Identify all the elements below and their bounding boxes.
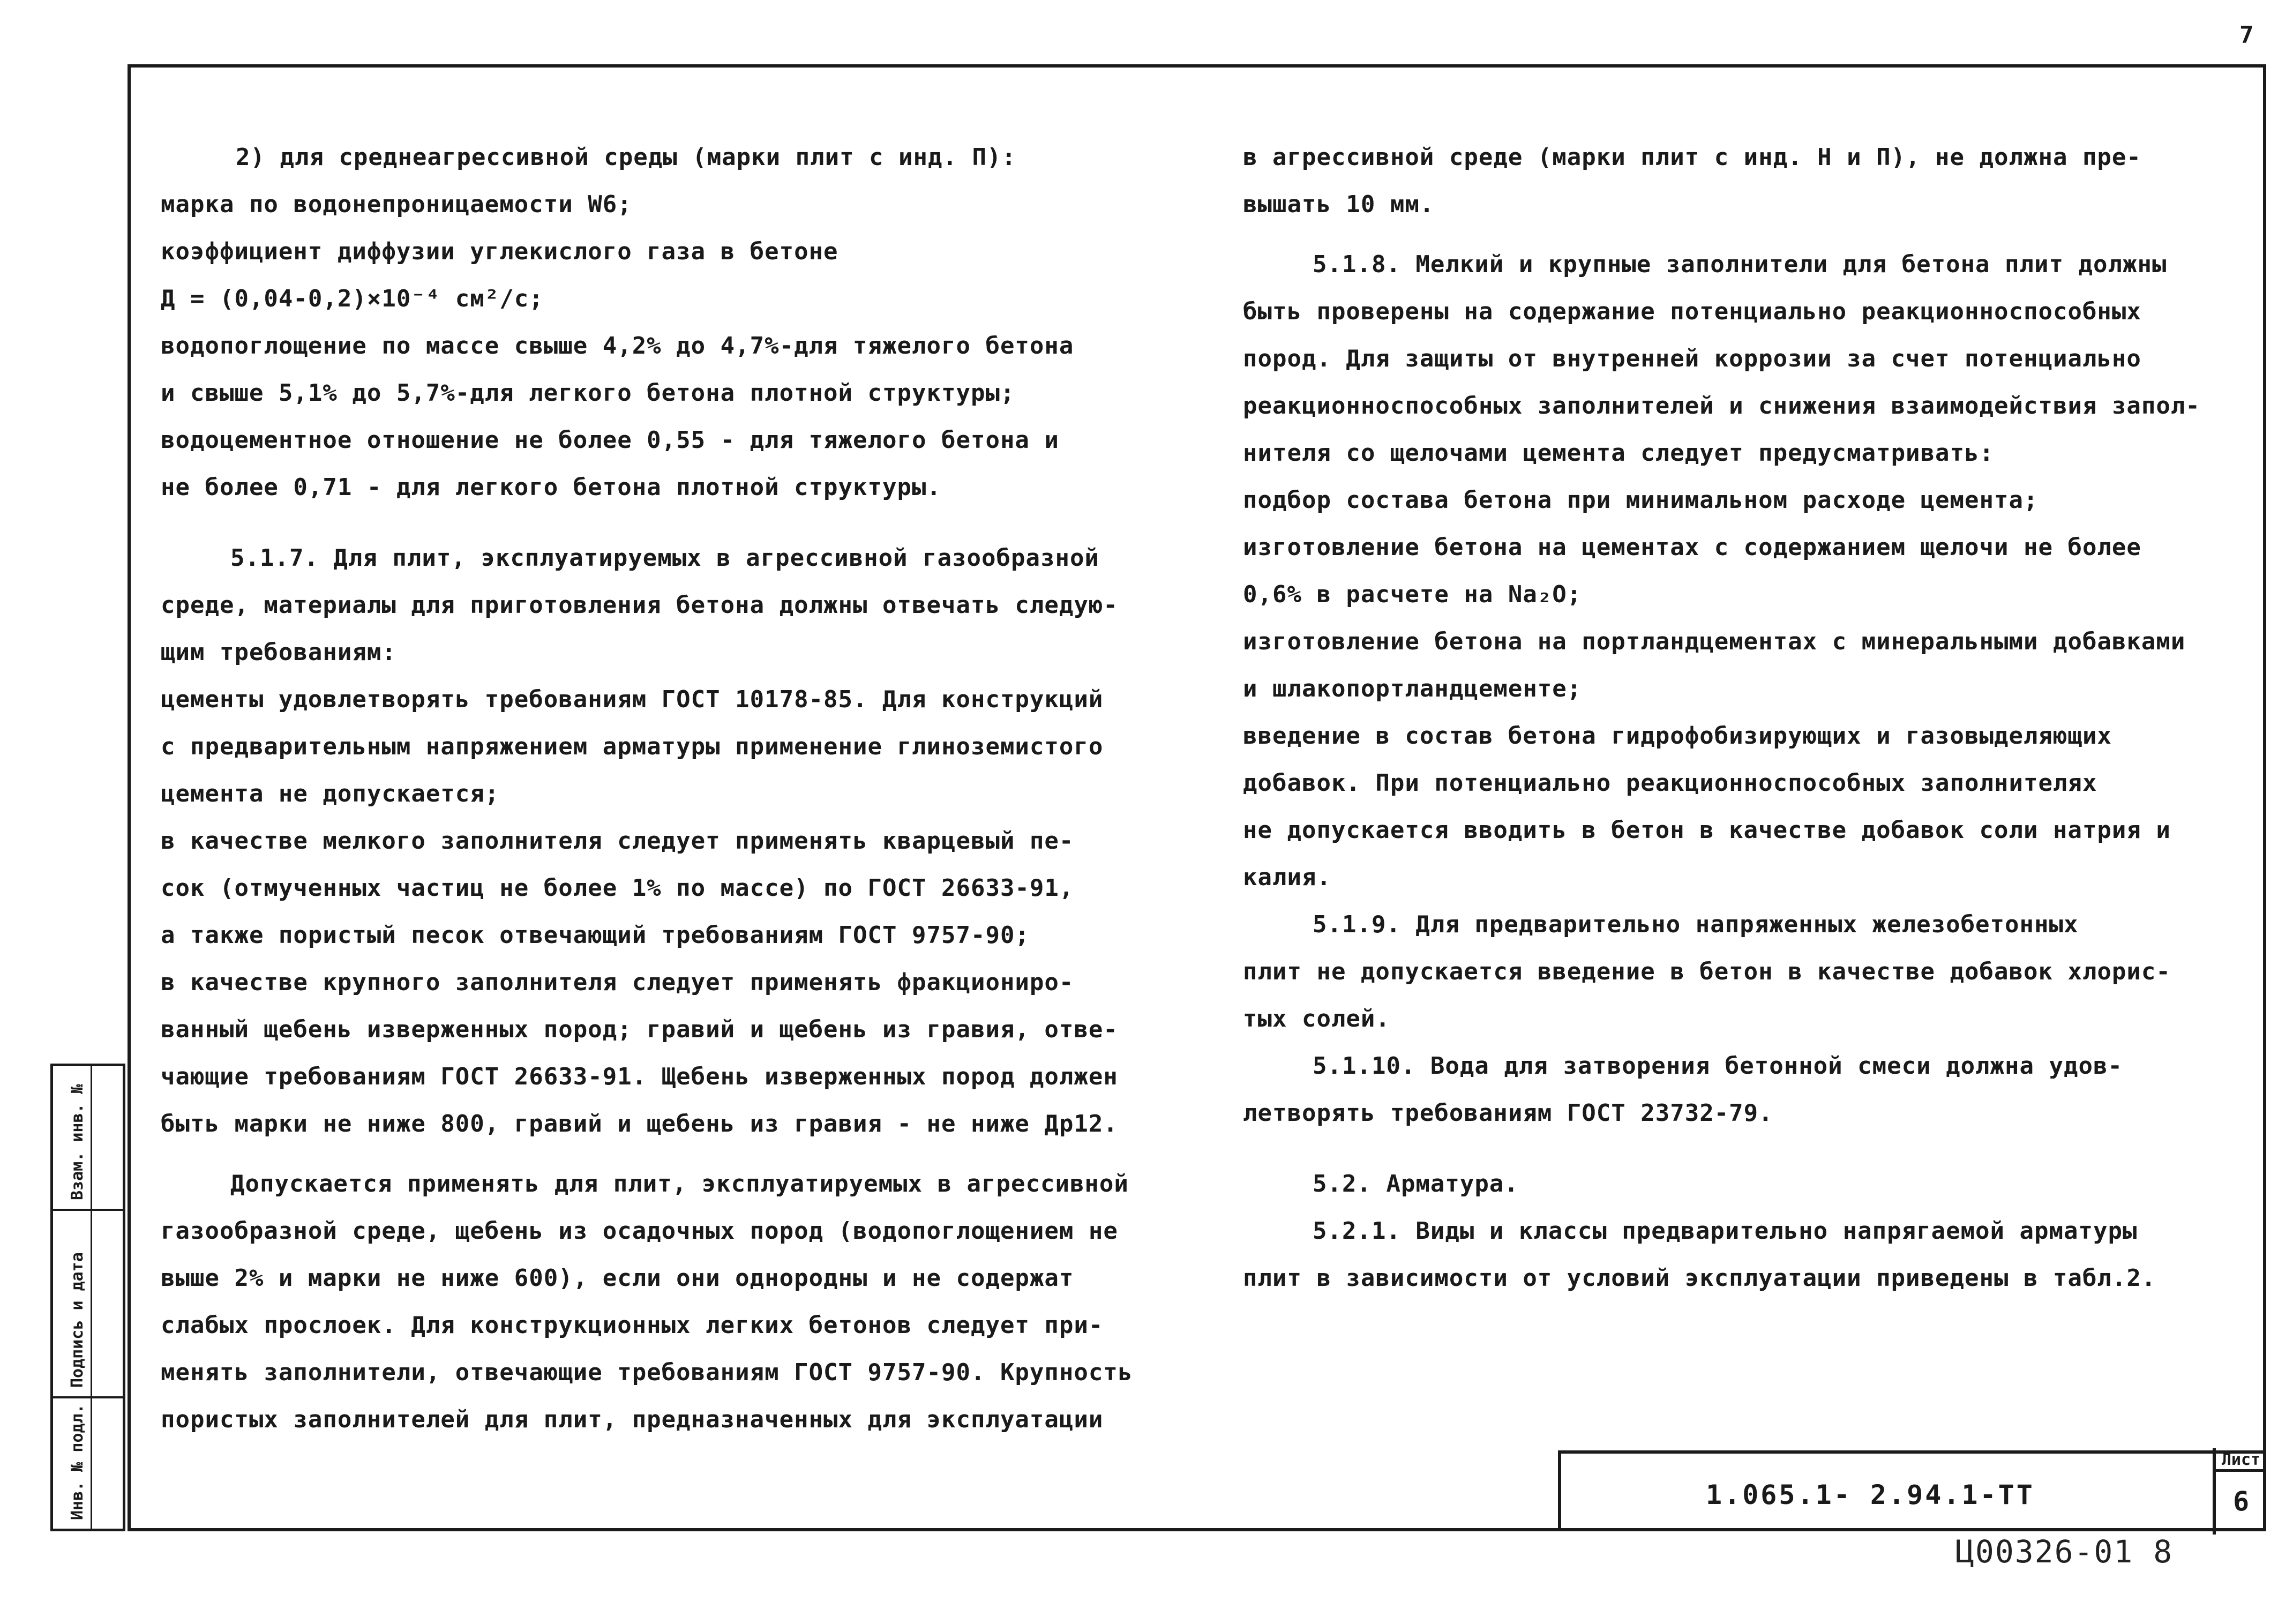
text-line: водопоглощение по массе свыше 4,2% до 4,7%-для тяжелого бетона: [161, 332, 1074, 360]
text-line: Д = (0,04-0,2)×10⁻⁴ см²/с;: [161, 285, 544, 312]
text-line: коэффициент диффузии углекислого газа в бетоне: [161, 238, 838, 265]
text-line: тых солей.: [1243, 1005, 1390, 1032]
title-block: [1558, 1450, 2266, 1531]
text-line: 5.1.8. Мелкий и крупные заполнители для бетона плит должны: [1313, 251, 2167, 278]
text-line: летворять требованиям ГОСТ 23732-79.: [1243, 1099, 1773, 1127]
text-line: добавок. При потенциально реакционноспособных заполнителях: [1243, 769, 2097, 797]
text-line: а также пористый песок отвечающий требованиям ГОСТ 9757-90;: [161, 922, 1030, 949]
text-line: и шлакопортландцементе;: [1243, 675, 1582, 702]
text-line: марка по водонепроницаемости W6;: [161, 191, 632, 218]
text-line: щим требованиям:: [161, 639, 396, 666]
text-line: с предварительным напряжением арматуры применение глиноземистого: [161, 733, 1104, 760]
text-line: плит в зависимости от условий эксплуатации приведены в табл.2.: [1243, 1264, 2156, 1292]
text-line: реакционноспособных заполнителей и снижения взаимодействия запол-: [1243, 392, 2200, 420]
text-line: Допускается применять для плит, эксплуатируемых в агрессивной: [230, 1170, 1129, 1198]
text-line: слабых прослоек. Для конструкционных легких бетонов следует при-: [161, 1312, 1104, 1339]
text-line: 5.1.9. Для предварительно напряженных железобетонных: [1313, 911, 2079, 938]
text-line: не более 0,71 - для легкого бетона плотной структуры.: [161, 474, 941, 501]
text-line: 5.2.1. Виды и классы предварительно напрягаемой арматуры: [1313, 1217, 2138, 1245]
text-line: вышать 10 мм.: [1243, 191, 1435, 218]
text-line: быть проверены на содержание потенциально реакционноспособных: [1243, 298, 2141, 325]
text-line: выше 2% и марки не ниже 600), если они однородны и не содержат: [161, 1264, 1074, 1292]
text-line: 5.1.7. Для плит, эксплуатируемых в агрессивной газообразной: [230, 544, 1099, 572]
text-line: чающие требованиям ГОСТ 26633-91. Щебень изверженных пород должен: [161, 1063, 1118, 1090]
text-line: 2) для среднеагрессивной среды (марки плит с инд. П):: [236, 144, 1016, 171]
side-stamp: [50, 1064, 125, 1531]
text-line: ванный щебень изверженных пород; гравий и щебень из гравия, отве-: [161, 1016, 1118, 1043]
document-code: 1.065.1- 2.94.1-ТТ: [1706, 1479, 2035, 1510]
side-stamp-cell-replacement: Взам. инв. №: [53, 1066, 123, 1211]
text-line: 5.1.10. Вода для затворения бетонной смеси должна удов-: [1313, 1052, 2123, 1080]
text-line: газообразной среде, щебень из осадочных пород (водопоглощением не: [161, 1217, 1118, 1245]
text-line: цементы удовлетворять требованиям ГОСТ 10178-85. Для конструкций: [161, 686, 1104, 713]
sheet-box: [2213, 1448, 2266, 1535]
text-line: плит не допускается введение в бетон в качестве добавок хлорис-: [1243, 958, 2171, 985]
sheet-label: Лист: [2216, 1448, 2266, 1472]
corner-mark: 7: [2239, 21, 2254, 49]
text-line: изготовление бетона на цементах с содержанием щелочи не более: [1243, 534, 2141, 561]
text-line: в качестве крупного заполнителя следует применять фракциониро-: [161, 969, 1074, 996]
text-line: и свыше 5,1% до 5,7%-для легкого бетона плотной структуры;: [161, 379, 1015, 407]
text-line: не допускается вводить в бетон в качестве добавок соли натрия и: [1243, 817, 2171, 844]
text-line: среде, материалы для приготовления бетона должны отвечать следую-: [161, 592, 1118, 619]
text-line: нителя со щелочами цемента следует предусматривать:: [1243, 439, 1995, 467]
side-stamp-cell-signature: Подпись и дата: [53, 1211, 123, 1398]
sheet-number: 6: [2232, 1486, 2250, 1517]
text-line: 0,6% в расчете на Na₂O;: [1243, 581, 1582, 608]
text-line: изготовление бетона на портландцементах с минеральными добавками: [1243, 628, 2186, 655]
text-line: подбор состава бетона при минимальном расходе цемента;: [1243, 487, 2039, 514]
inventory-number: Ц00326-01 8: [1955, 1533, 2174, 1570]
right-text-column: [1243, 134, 2207, 1302]
text-line: менять заполнители, отвечающие требованиям ГОСТ 9757-90. Крупность: [161, 1359, 1133, 1386]
side-stamp-cell-original: Инв. № подл.: [68, 1404, 87, 1520]
text-line: в агрессивной среде (марки плит с инд. Н и П), не должна пре-: [1243, 144, 2141, 171]
text-line: сок (отмученных частиц не более 1% по массе) по ГОСТ 26633-91,: [161, 874, 1074, 902]
text-line: пористых заполнителей для плит, предназначенных для эксплуатации: [161, 1406, 1104, 1433]
text-line: пород. Для защиты от внутренней коррозии за счет потенциально: [1243, 345, 2141, 372]
left-text-column: [161, 134, 1133, 1443]
text-line: цемента не допускается;: [161, 780, 500, 807]
text-line: водоцементное отношение не более 0,55 - для тяжелого бетона и: [161, 426, 1059, 454]
text-line: быть марки не ниже 800, гравий и щебень из гравия - не ниже Др12.: [161, 1110, 1118, 1137]
text-line: в качестве мелкого заполнителя следует применять кварцевый пе-: [161, 827, 1074, 855]
text-line: 5.2. Арматура.: [1313, 1170, 1519, 1198]
text-line: введение в состав бетона гидрофобизирующих и газовыделяющих: [1243, 722, 2112, 750]
text-line: калия.: [1243, 864, 1331, 891]
